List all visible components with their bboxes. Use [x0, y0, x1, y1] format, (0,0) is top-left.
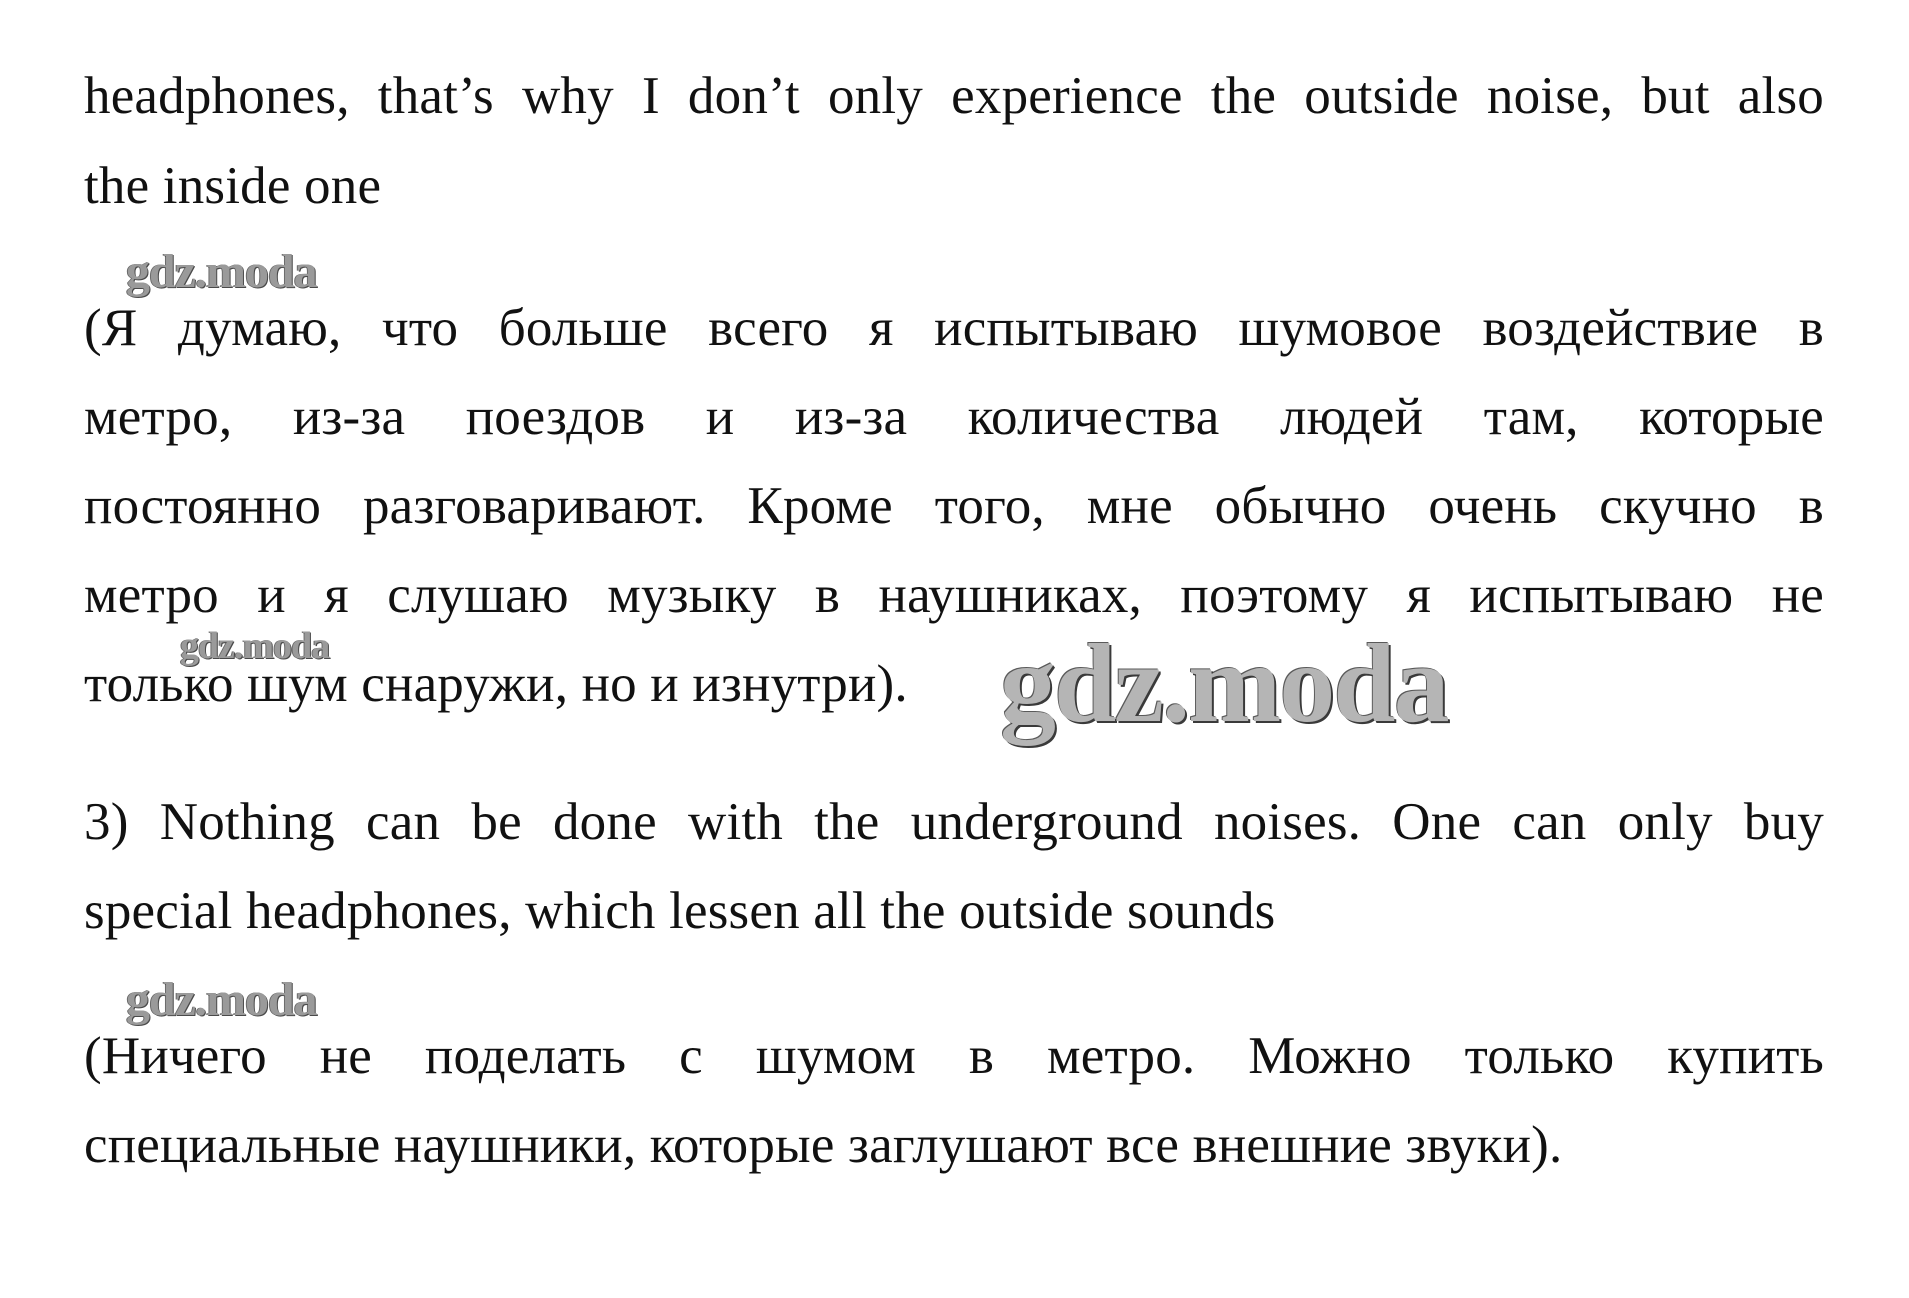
watermark-logo: gdz.moda	[126, 973, 317, 1026]
paragraph-4-line-1: (Ничего не поделать с шумом в метро. Можно только купить	[84, 1027, 1824, 1085]
paragraph-1-line-1: headphones, that’s why I don’t only experience the outside noise, but also	[84, 67, 1824, 125]
paragraph-2-line-3: постоянно разговаривают. Кроме того, мне обычно очень скучно в	[84, 477, 1824, 535]
paragraph-2-line-4: метро и я слушаю музыку в наушниках, поэтому я испытываю не	[84, 566, 1824, 624]
watermark-logo: gdz.moda	[126, 245, 317, 298]
paragraph-2-line-1: (Я думаю, что больше всего я испытываю шумовое воздействие в	[84, 299, 1824, 357]
paragraph-2-line-2: метро, из-за поездов и из-за количества людей там, которые	[84, 388, 1824, 446]
watermark-logo: gdz.moda	[180, 625, 330, 667]
paragraph-3-line-1: 3) Nothing can be done with the underground noises. One can only buy	[84, 793, 1824, 851]
paragraph-3-line-2: special headphones, which lessen all the outside sounds	[84, 882, 1276, 940]
paragraph-2-line-5: только шум снаружи, но и изнутри).	[84, 655, 908, 713]
paragraph-1-line-2: the inside one	[84, 157, 382, 215]
paragraph-4-line-2: специальные наушники, которые заглушают все внешние звуки).	[84, 1116, 1563, 1174]
watermark-logo: gdz.moda	[1000, 622, 1448, 746]
